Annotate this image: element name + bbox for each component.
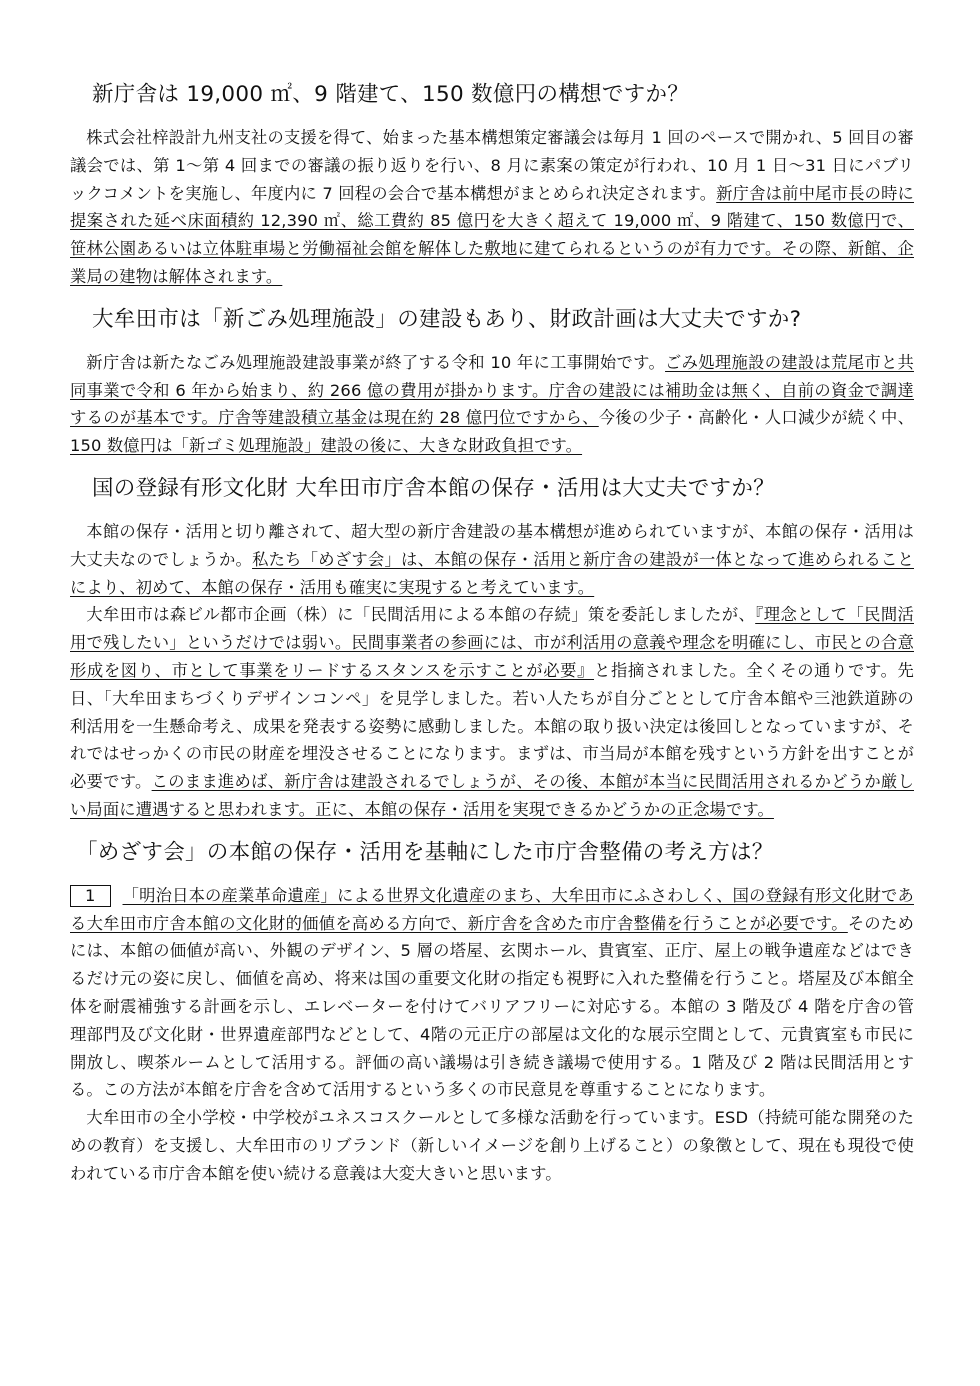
- paragraph-text: 新庁舎は新たなごみ処理施設建設事業が終了する令和 10 年に工事開始です。: [86, 352, 666, 372]
- paragraph: [70, 124, 914, 291]
- underlined-text: 150 数億円は「新ゴミ処理施設」建設の後に、大きな財政負担です。: [70, 436, 583, 456]
- underlined-text: このまま進めば、新庁舎は建設されるでしょうが、その後、本館が本当に民間活用されるかどうか厳しい局面に遭遇すると思われます。正に、本館の保存・活用を実現できるかどうかの正念場です。: [70, 772, 914, 819]
- paragraph-text: 株式会社梓設計九州支社の支援を得て、始まった基本構想策定審議会は毎月 1 回のペースで開かれ、5 回目の審議会では、第 1～第 4 回までの審議の振り返りを行い、8 月に素案の策定が行われ、10 月 1 日～31 日にパブリックコメントを実施し、年度内に 7 回程の会合で基本構想がまとめられ決定されます。: [70, 128, 914, 203]
- underlined-text: 「明治日本の産業革命遺産」による世界文化遺産のまち、大牟田市にふさわしく、国の登録有形文化財である大牟田市庁舎本館の文化財的価値を高める方向で、新庁舎を含めた市庁舎整備を行うことが必要です。: [70, 885, 914, 933]
- underlined-text: ごみ処理施設の建設は荒尾市と共同事業で令和 6 年から始まり、約 266 億の費用が掛かります。: [70, 352, 914, 400]
- section-finance-plan: [70, 305, 914, 460]
- underlined-text: 私たち「めざす会」は、本館の保存・活用と新庁舎の建設が一体となって進められることにより、初めて、本館の保存・活用も確実に実現すると考えています。: [70, 549, 914, 597]
- paragraph: [70, 518, 914, 601]
- paragraph-text: と指摘されました。全くその通りです。先日、「大牟田まちづくりデザインコンペ」を見学しました。若い人たちが自分ごととして庁舎本館や三池鉄道跡の利活用を一生懸命考え、成果を発表する姿勢に感動しました。本館の取り扱い決定は後回しとなっていますが、それではせっかくの市民の財産を埋没させることになります。まずは、市当局が本館を残すという方針を出すことが必要です。: [70, 660, 914, 792]
- underlined-text: 庁舎の建設には補助金は無く、自前の資金で調達するのが基本です。庁舎等建設積立基金は現在約 28 億円位ですから、: [70, 380, 914, 428]
- paragraph: [70, 601, 914, 823]
- paragraph: [70, 1104, 914, 1187]
- section-heading: 大牟田市は「新ごみ処理施設」の建設もあり、財政計画は大丈夫ですか?: [92, 306, 802, 332]
- paragraph: [70, 349, 914, 460]
- paragraph-text: 大牟田市は森ビル都市企画（株）に「民間活用による本館の存続」策を委託しましたが、: [86, 605, 756, 625]
- paragraph-text: 大牟田市の全小学校・中学校がユネスコスクールとして多様な活動を行っています。ESD（持続可能な開発のための教育）を支援し、大牟田市のリブランド（新しいイメージを創り上げること）の象徴として、現在も現役で使われている市庁舎本館を使い続ける意義は大変大きいと思います。: [70, 1108, 914, 1183]
- underlined-text: 新庁舎は前中尾市長の時に提案された延べ床面積約 12,390 ㎡、総工費約 85 億円を大きく超えて 19,000 ㎡、9 階建て、150 数億円で、笹林公園あるいは立体駐車場と労働福祉会館を解体した敷地に建てられるというのが有力です。その際、新館、企業局の建物は解体されます。: [70, 183, 914, 286]
- section-main-building-preservation: [70, 474, 914, 824]
- section-heading: 「めざす会」の本館の保存・活用を基軸にした市庁舎整備の考え方は？: [76, 839, 774, 865]
- paragraph-text: 今後の少子・高齢化・人口減少が続く中、: [598, 408, 915, 428]
- paragraph-text: そのためには、本館の価値が高い、外観のデザイン、5 層の塔屋、玄関ホール、貴賓室、正庁、屋上の戦争遺産などはできるだけ元の姿に戻し、価値を高め、将来は国の重要文化財の指定も視野に入れた整備を行うこと。塔屋及び本館全体を耐震補強する計画を示し、エレベーターを付けてバリアフリーに対応する。本館の 3 階及び 4 階を庁舎の管理部門及び文化財・世界遺産部門などとして、4階の元正庁の部屋は文化的な展示空間として、元貴賓室も市民に開放し、喫茶ルームとして活用する。評価の高い議場は引き続き議場で使用する。1 階及び 2 階は民間活用とする。この方法が本館を庁舎を含めて活用するという多くの市民意見を尊重することになります。: [70, 913, 914, 1100]
- section-mezasukai-proposal: [70, 838, 914, 1188]
- paragraph: [70, 882, 914, 1104]
- section-heading: 国の登録有形文化財 大牟田市庁舎本館の保存・活用は大丈夫ですか？: [92, 475, 775, 501]
- item-number-box: 1: [70, 885, 111, 907]
- section-heading: 新庁舎は 19,000 ㎡、9 階建て、150 数億円の構想ですか？: [92, 82, 690, 107]
- section-new-building-plan: [70, 80, 914, 291]
- underlined-text: 『理念として「民間活用で残したい」というだけでは弱い。民間事業者の参画には、市が利活用の意義や理念を明確にし、市民との合意形成を図り、市として事業をリードするスタンスを示すことが必要』: [70, 605, 914, 680]
- paragraph-text: 本館の保存・活用と切り離されて、超大型の新庁舎建設の基本構想が進められていますが、本館の保存・活用は大丈夫なのでしょうか。: [70, 521, 914, 569]
